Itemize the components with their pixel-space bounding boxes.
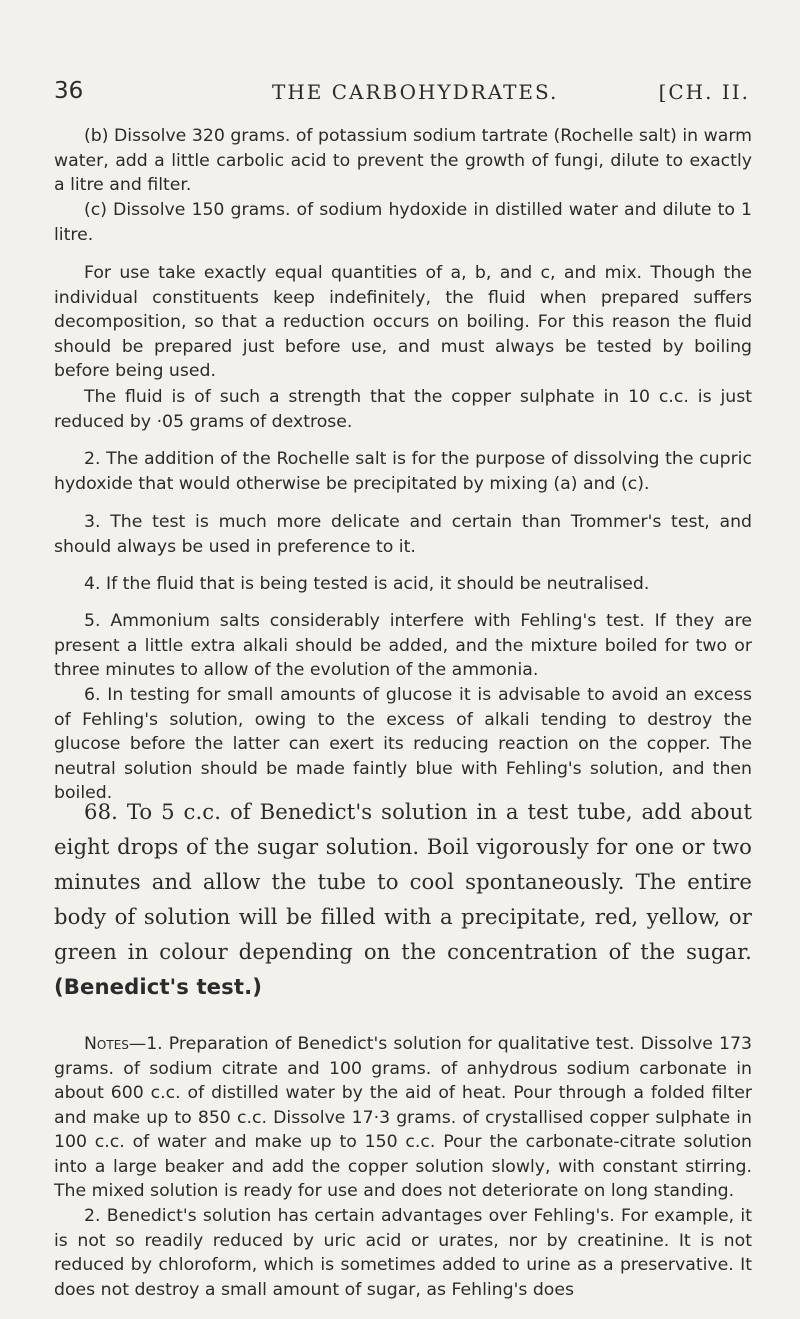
- page-number: 36: [54, 78, 84, 104]
- paragraph-c: (c) Dissolve 150 grams. of sodium hydoxide in distilled water and dilute to 1 litre.: [54, 200, 752, 245]
- notes-2: 2. Benedict's solution has certain advantages over Fehling's. For example, it is not so readily reduced by uric acid or urates, nor by creatinine. It is not reduced by chloroform, which is sometimes added to urine as a preservative. It does not destroy a small amount of sugar, as Fehling's does: [54, 1206, 752, 1300]
- running-title: THE CARBOHYDRATES.: [272, 80, 559, 104]
- note-3: 3. The test is much more delicate and certain than Trommer's test, and should always be used in preference to it.: [54, 512, 752, 557]
- note-6: 6. In testing for small amounts of glucose it is advisable to avoid an excess of Fehling's solution, owing to the excess of alkali tending to destroy the glucose before the latter can exert its reducing reaction on the copper. The neutral solution should be made faintly blue with Fehling's solution, and then boiled.: [54, 685, 752, 803]
- note-4: 4. If the fluid that is being tested is acid, it should be neutralised.: [84, 574, 650, 594]
- benedicts-test-label: (Benedict's test.): [54, 974, 263, 999]
- notes-1: Notes—1. Preparation of Benedict's solution for qualitative test. Dissolve 173 grams. of sodium citrate and 100 grams. of anhydrous sodium carbonate in about 600 c.c. of distilled water by the aid of heat. Pour through a folded filter and make up to 850 c.c. Dissolve 17·3 grams. of crystallised copper sulphate in 100 c.c. of water and make up to 150 c.c. Pour the carbonate-citrate solution into a large beaker and add the copper solution slowly, with constant stirring. The mixed solution is ready for use and does not deteriorate on long standing.: [54, 1034, 752, 1201]
- chapter-label: [CH. II.: [658, 80, 750, 104]
- page-header: [54, 78, 752, 108]
- section-68: 68. To 5 c.c. of Benedict's solution in a test tube, add about eight drops of the sugar solution. Boil vigorously for one or two minutes and allow the tube to cool spontaneously. The entire body of solution will be filled with a precipitate, red, yellow, or green in colour depending on the concentration of the sugar. (Benedict's test.): [54, 799, 752, 999]
- paragraph-strength: The fluid is of such a strength that the copper sulphate in 10 c.c. is just reduced by ·05 grams of dextrose.: [54, 387, 752, 432]
- paragraph-b: (b) Dissolve 320 grams. of potassium sodium tartrate (Rochelle salt) in warm water, add a little carbolic acid to prevent the growth of fungi, dilute to exactly a litre and filter.: [54, 126, 752, 195]
- note-5: 5. Ammonium salts considerably interfere with Fehling's test. If they are present a little extra alkali should be added, and the mixture boiled for two or three minutes to allow of the evolution of the ammonia.: [54, 611, 752, 680]
- notes-lead: Notes: [84, 1034, 129, 1054]
- note-2: 2. The addition of the Rochelle salt is for the purpose of dissolving the cupric hydoxide that would otherwise be precipitated by mixing (a) and (c).: [54, 449, 752, 494]
- paragraph-usage: For use take exactly equal quantities of a, b, and c, and mix. Though the individual constituents keep indefinitely, the fluid when prepared suffers decomposition, so that a reduction occurs on boiling. For this reason the fluid should be prepared just before use, and must always be tested by boiling before being used.: [54, 263, 752, 381]
